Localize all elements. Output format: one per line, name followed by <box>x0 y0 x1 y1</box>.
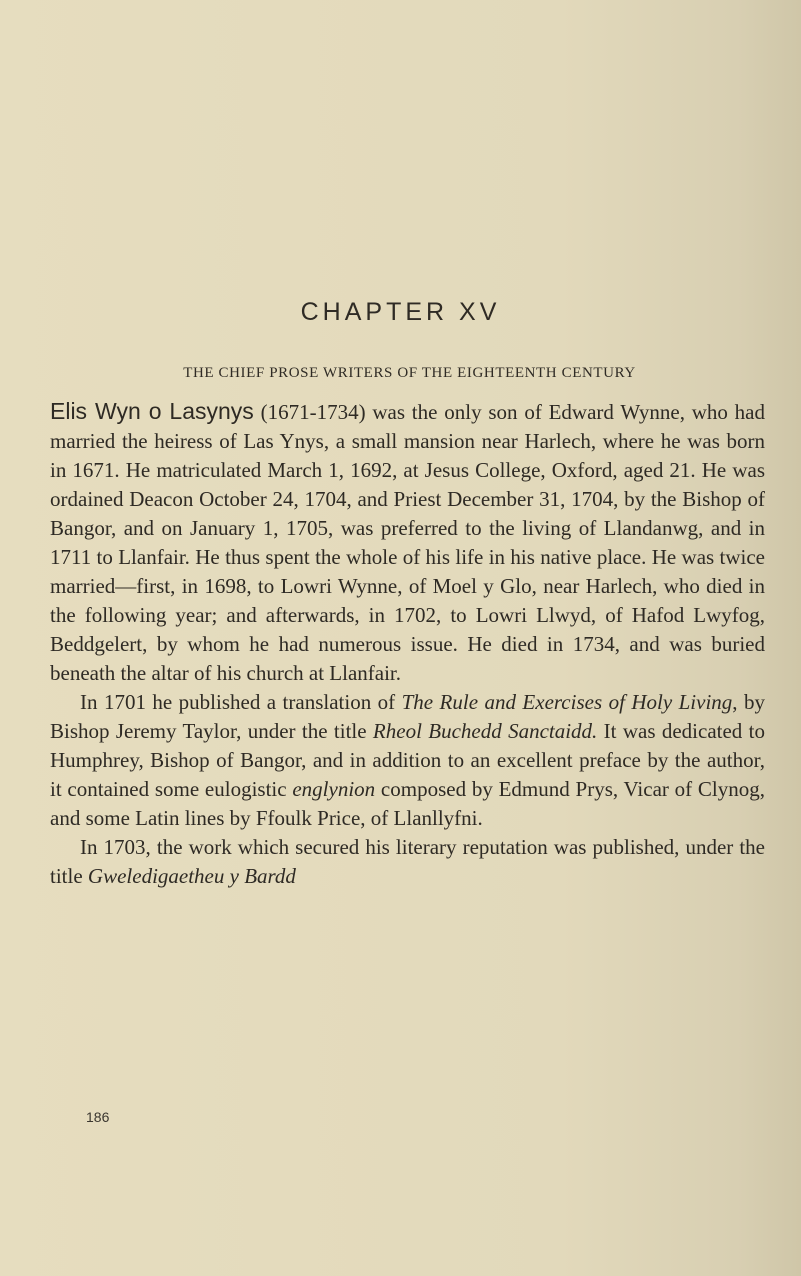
paragraph-1-text: (1671-1734) was the only son of Edward Wynne, who had married the heiress of Las Ynys, a small mansion near Harlech, where he was born in 1671. He matriculated March 1, 1692, at Jesus College, Oxford, aged 21. He was ordained Deacon October 24, 1704, and Priest December 31, 1704, by the Bishop of Bangor, and on January 1, 1705, was preferred to the living of Llandanwg, and in 1711 to Llanfair. He thus spent the whole of his life in his native place. He was twice married—first, in 1698, to Lowri Wynne, of Moel y Glo, near Harlech, who died in the following year; and afterwards, in 1702, to Lowri Llwyd, of Hafod Lwyfog, Beddgelert, by whom he had numerous issue. He died in 1734, and was buried beneath the altar of his church at Llanfair. <box>50 400 765 685</box>
body-text <box>50 397 765 891</box>
term-englynion: englynion <box>292 777 376 801</box>
paragraph-3-text: In 1703, the work which secured his literary reputation was published, under the title <box>50 835 765 888</box>
paragraph-2-text-b: , by Bishop Jeremy Taylor, under the title <box>50 690 765 743</box>
paragraph-1 <box>50 397 765 688</box>
book-title-rule-and-exercises: The Rule and Exercises of Holy Living <box>401 690 733 714</box>
paragraph-2-text-d: composed by Edmund Prys, Vicar of Clynog, and some Latin lines by Ffoulk Price, of Llanllyfni. <box>50 777 765 830</box>
book-title-rheol-buchedd: Rheol Buchedd Sanctaidd. <box>372 719 598 743</box>
chapter-subtitle: THE CHIEF PROSE WRITERS OF THE EIGHTEENTH CENTURY <box>183 365 636 381</box>
paragraph-2 <box>50 688 765 833</box>
paragraph-2-text-a: In 1701 he published a translation of <box>80 690 402 714</box>
lead-name: Elis Wyn o Lasynys <box>50 398 254 424</box>
chapter-heading: CHAPTER XV <box>300 298 501 326</box>
book-title-gweledigaetheu: Gweledigaetheu y Bardd <box>87 864 296 888</box>
paragraph-3 <box>50 833 765 891</box>
paragraph-2-text-c: It was dedicated to Humphrey, Bishop of Bangor, and in addition to an excellent preface by the author, it contained some eulogistic <box>50 719 765 801</box>
page-number: 186 <box>86 1109 110 1125</box>
